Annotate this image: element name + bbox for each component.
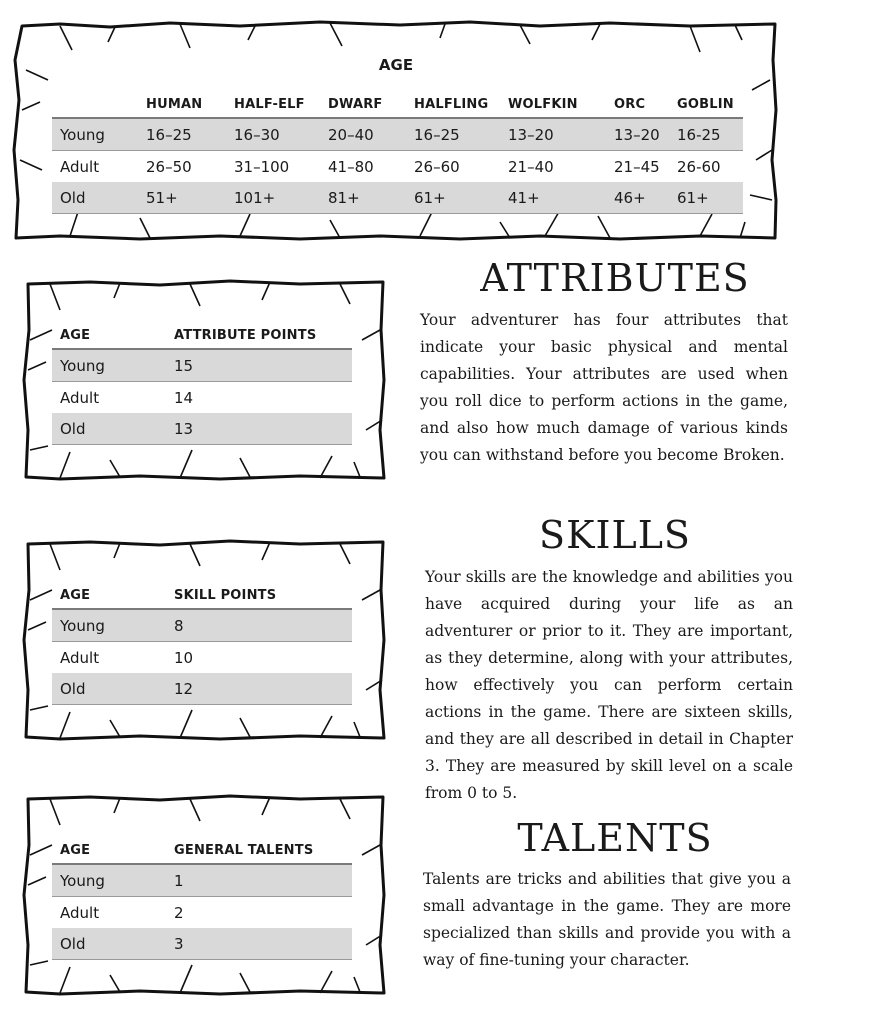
table-row [52, 182, 743, 214]
table-cell: Old [52, 182, 138, 214]
age-col-header-half-elf: HALF-ELF [234, 97, 305, 112]
table-cell: 41+ [500, 182, 606, 214]
table-cell: 101+ [226, 182, 320, 214]
table-cell: 26–60 [414, 157, 460, 176]
table-cell: 2 [174, 903, 184, 922]
table-row [52, 897, 352, 929]
table-cell: Young [52, 609, 166, 642]
table-cell: 3 [166, 928, 352, 960]
table-cell: Old [52, 413, 166, 445]
table-cell: 26–50 [146, 157, 192, 176]
talent-table-frame [0, 785, 400, 1005]
table-cell: 16–30 [226, 118, 320, 151]
talents-paragraph: Talents are tricks and abilities that give you a small advantage in the game. They are more specialized than skills and provide you with a way of fine-tuning your character. [423, 870, 791, 969]
table-row [52, 928, 352, 960]
age-col-header-wolfkin: WOLFKIN [508, 97, 578, 112]
skills-heading: SKILLS [539, 513, 691, 557]
table-cell: Adult [60, 903, 100, 922]
table-row [52, 382, 352, 414]
table-row [52, 413, 352, 445]
attribute-col-header-age: AGE [60, 328, 91, 343]
table-row [52, 118, 743, 151]
table-cell: 16–25 [138, 118, 226, 151]
skill-table-frame [0, 530, 400, 750]
table-cell: 13 [166, 413, 352, 445]
table-cell: 8 [166, 609, 352, 642]
table-cell: 61+ [669, 182, 743, 214]
talent-col-header-general: GENERAL TALENTS [174, 843, 314, 858]
table-cell: 15 [166, 349, 352, 382]
age-col-header-blank [52, 82, 138, 118]
table-cell: Young [52, 118, 138, 151]
table-cell: Adult [60, 157, 100, 176]
table-cell: 81+ [320, 182, 406, 214]
table-cell: 21–45 [614, 157, 660, 176]
table-cell: Old [52, 928, 166, 960]
attribute-table [52, 313, 352, 445]
age-table [52, 82, 743, 214]
table-cell: 26-60 [677, 157, 721, 176]
table-row [52, 673, 352, 705]
table-cell: 16–25 [406, 118, 500, 151]
skill-col-header-age: AGE [60, 588, 91, 603]
talent-table [52, 828, 352, 960]
table-cell: 31–100 [234, 157, 290, 176]
table-cell: Young [52, 864, 166, 897]
skills-paragraph: Your skills are the knowledge and abilities you have acquired during your life as an adventurer or prior to it. They are important, as they determine, along with your attributes, how effectively you can perform certain actions in the game. There are sixteen skills, and they are all described in detail in Chapter 3. They are measured by skill level on a scale from 0 to 5. [425, 568, 793, 802]
table-row [52, 642, 352, 674]
table-row [52, 864, 352, 897]
age-col-header-human: HUMAN [146, 97, 203, 112]
table-cell: 46+ [606, 182, 669, 214]
table-cell: 13–20 [606, 118, 669, 151]
attributes-paragraph: Your adventurer has four attributes that indicate your basic physical and mental capabilities. Your attributes are used when you roll dice to perform actions in the game, and also how much damage of various kinds you can withstand before you become Broken. [420, 311, 788, 464]
table-cell: 13–20 [500, 118, 606, 151]
age-table-title: AGE [378, 56, 414, 74]
skill-col-header-points: SKILL POINTS [174, 588, 277, 603]
age-col-header-dwarf: DWARF [328, 97, 383, 112]
age-col-header-halfling: HALFLING [414, 97, 489, 112]
age-col-header-goblin: GOBLIN [677, 97, 734, 112]
table-cell: 51+ [138, 182, 226, 214]
skill-table [52, 573, 352, 705]
table-cell: Adult [60, 648, 100, 667]
table-cell: 20–40 [320, 118, 406, 151]
table-cell: 12 [166, 673, 352, 705]
table-row [52, 349, 352, 382]
age-col-header-orc: ORC [614, 97, 646, 112]
table-cell: 41–80 [328, 157, 374, 176]
talent-col-header-age: AGE [60, 843, 91, 858]
table-cell: 1 [166, 864, 352, 897]
age-table-frame [0, 0, 874, 250]
table-cell: Old [52, 673, 166, 705]
table-cell: 61+ [406, 182, 500, 214]
attributes-heading: ATTRIBUTES [480, 256, 750, 300]
table-cell: 14 [174, 388, 194, 407]
attribute-col-header-points: ATTRIBUTE POINTS [174, 328, 317, 343]
table-cell: 21–40 [508, 157, 554, 176]
table-cell: Young [52, 349, 166, 382]
table-cell: Adult [60, 388, 100, 407]
table-row [52, 151, 743, 183]
table-cell: 10 [174, 648, 194, 667]
table-row [52, 609, 352, 642]
attribute-table-frame [0, 270, 400, 490]
talents-heading: TALENTS [517, 816, 713, 860]
table-cell: 16-25 [669, 118, 743, 151]
